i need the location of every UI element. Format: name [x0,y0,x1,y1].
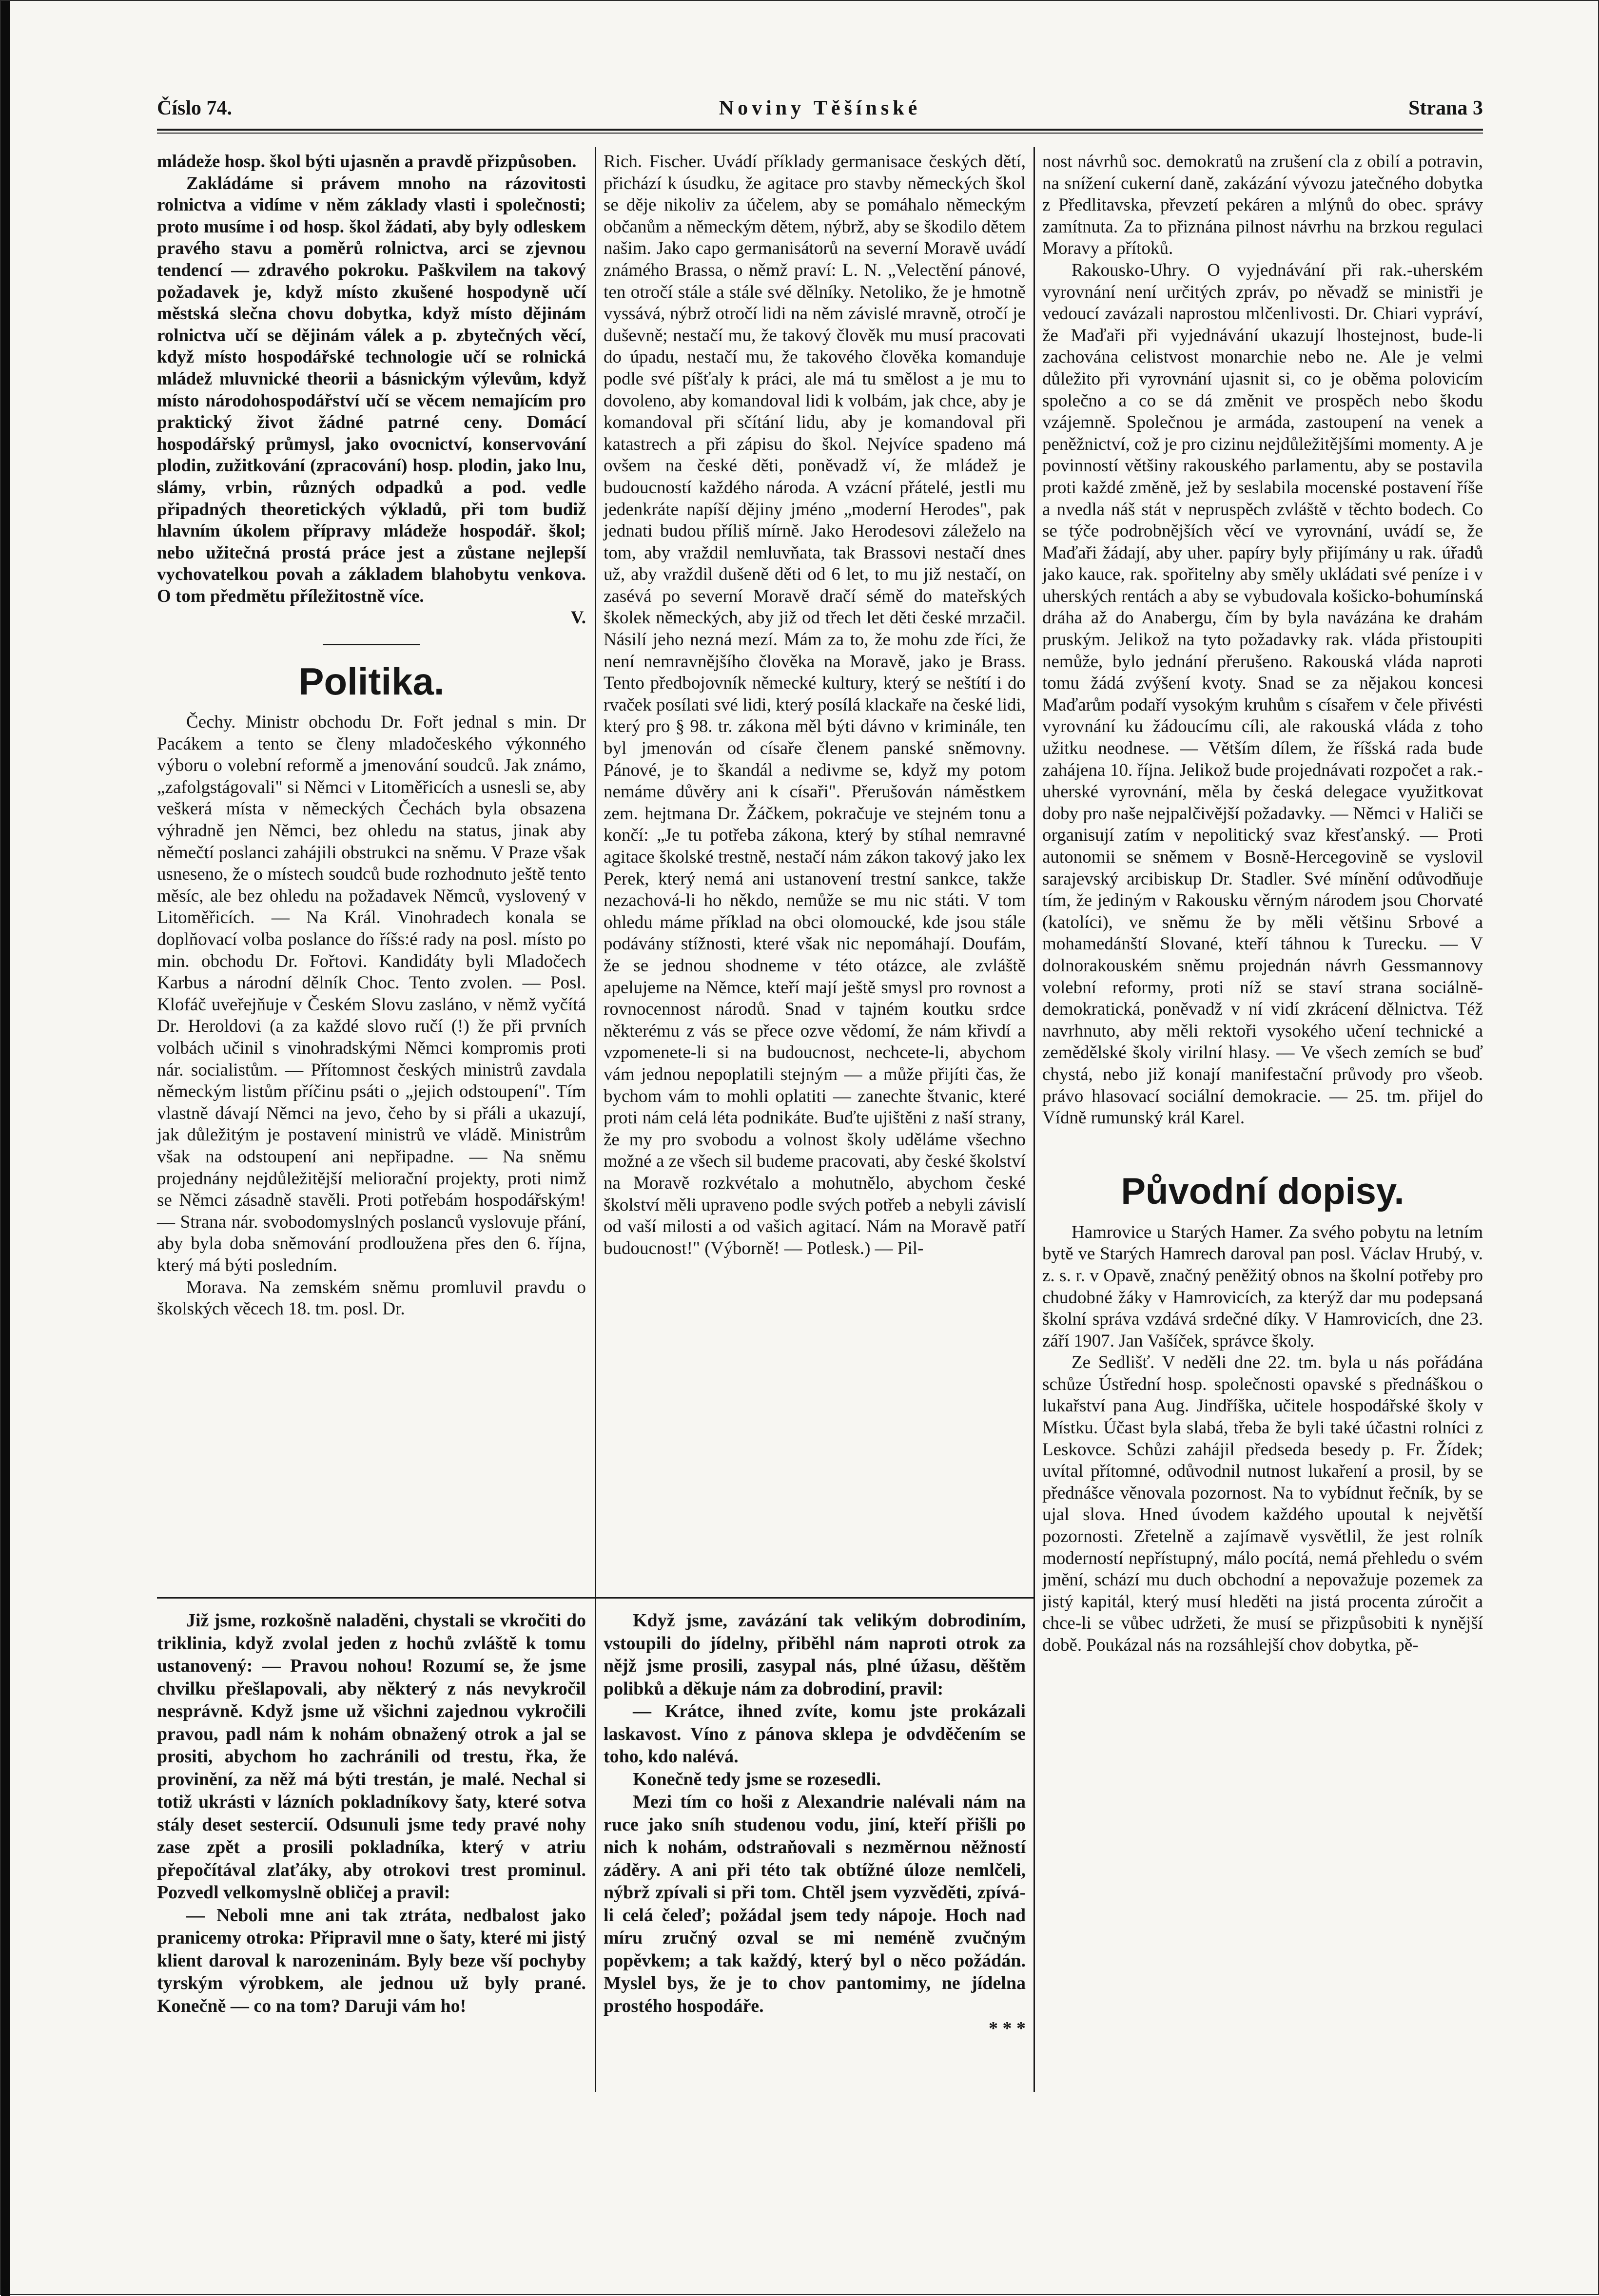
scan-edge [1,1,10,2296]
feuilleton-column-1 [157,1609,586,2017]
feuilleton-text: Konečně tedy jsme se rozesedli. [633,1769,881,1790]
column-3 [1042,151,1483,1657]
article-signature: V. [570,608,586,628]
page-number: Strana 3 [1408,97,1483,119]
section-title-puvodni-dopisy: Původní dopisy. [1121,1170,1404,1212]
feuilleton-text: — Neboli mne ani tak ztráta, nedbalost jako pranicemy otroka: Připravil mne o šaty, které mi jistý klient daroval k narozeninám. Byly beze vší pochyby tyrským výrobkem, ale jednou už byly prané. Konečně — co na tom? Daruji vám ho! [157,1905,586,2016]
article-text: Rakousko-Uhry. O vyjednávání při rak.-uherském vyrovnání není určitých zpráv, po něvadž se ministři je vedoucí zavázali naprostou mlčenlivosti. Dr. Chiari vypráví, že Maďaři při vyjednávání ukazují lhostejnost, bude-li zachována celistvost monarchie nebo ne. Ale je velmi důležito při vyrovnání ujasnit si, co je oběma polovicím společno a co se dá změnit ve prospěch nebo škodu vzájemně. Společnou je armáda, zastoupení na venek a peněžnictví, což je pro cizinu nejdůležitějšími momenty. A je povinností většiny rakouského parlamentu, aby se postavila proti každé změně, jež by seslabila mocenské postavení říše a nvedla náš stát v nepruspěch zvláště v těchto bodech. Co se týče podrobnějších věcí ve vyrovnání, uvádí se, že Maďaři žádají, aby uher. papíry byly přijímány u rak. úřadů jako kauce, rak. spořitelny aby směly ukládati své peníze i v uherských rentách a aby se vybudovala košicko-bohumínská dráha až do Anabergu, čím by byla navázána ke drahám pruským. Jelikož na tyto požadavky rak. vláda přistoupiti nemůže, bylo jednání přerušeno. Rakouská vláda naproti tomu žádá zvýšení kvoty. Snad se za nějakou koncesi Maďarům podaří vysokým kruhům s císařem v čele přivésti vyrovnání ku žádoucímu cíli, ale rakouská vláda z toho užitku neodnese. — Větším dílem, že říšská rada bude zahájena 10. října. Jelikož bude projednávati rozpočet a rak.-uherské vyrovnání, měla by česká delegace využitkovat doby pro naše nejpalčivější požadavky. — Němci v Haliči se organisují zatím v nepolitický svaz křesťanský. — Proti autonomii se sněmem v Bosně-Hercegovině se vyslovil sarajevský arcibiskup Dr. Stadler. Své mínění odůvodňuje tím, že jediným v Rakousku věrným národem jsou Chorvaté (katolíci), ve sněmu že by měli většinu Srbové a mohamedánští Slované, kteří táhnou k Turecku. — V dolnorakouském sněmu projednán návrh Gessmannovy volební reformy, proti níž se staví strana sociálně-demokratická, poněvadž v ní vidí zkrácení dělnictva. Též navrhnuto, aby měli rektoři vysokého učení technické a zemědělské školy virilní hlasy. — Ve všech zemích se buď chystá, nebo již konají manifestační průvody pro všeob. právo hlasovací sociální demokracie. — 25. tm. přijel do Vídně rumunský král Karel. [1042,260,1483,1128]
article-text: Ze Sedlišť. V neděli dne 22. tm. byla u nás pořádána schůze Ústřední hosp. společnosti opavské s přednáškou o lukařství pana Aug. Jindříška, učitele hospodářské školy v Místku. Účast byla slabá, třeba že byli také účastni rolníci z Leskovce. Schůzi zahájil předseda besedy p. Fr. Žídek; uvítal přítomné, odůvodnil nutnost lukaření a prosil, by se přednášce věnovala pozornost. Na to vybídnut řečník, by se ujal slova. Hned úvodem každého upoutal k největší pozornosti. Zřetelně a zajímavě vysvětlil, že jest rolník moderností nepřístupný, málo pocítá, nemá přehledu o svém jmění, schází mu duch obchodní a nepovažuje pozemek za jistý kapitál, který musí hleděti na jistá procenta zúročit a chce-li se vůbec udržeti, že musí se přizpůsobiti k nynější době. Poukázal nás na rozsáhlejší chov dobytka, pě- [1042,1352,1483,1655]
article-text: Morava. Na zemském sněmu promluvil pravdu o školských věcech 18. tm. posl. Dr. [157,1277,586,1319]
article-text: Zakládáme si právem mnoho na rázovitosti rolnictva a vidíme v něm základy vlasti i společnosti; proto musíme i od hosp. škol žádati, aby byly odleskem pravého stavu a poměrů rolnictva, arci se zjevnou tendencí — zdravého pokroku. Paškvilem na takový požadavek je, když místo zkušené hospodyně učí městská slečna chovu dobytka, když místo dějinám rolnictva učí se dějinám válek a p. zbytečných věcí, když místo hospodářské technologie učí se rolnická mládež mluvnické theorii a básnickým výlevům, když místo národohospodářství učí se věcem nemajícím pro praktický život žádné patrné ceny. Domácí hospodářský průmysl, jako ovocnictví, konservování plodin, zužitkování (zpracování) hosp. plodin, jako lnu, slámy, vrbin, různých odpadků a pod. vedle připadných theoretických výkladů, při tom budiž hlavním úkolem přípravy mládeže hospodář. škol; nebo užitečná prostá práce jest a zůstane nejlepší vychovatelkou povah a základem blahobytu venkova. O tom předmětu příležitostně více. [157,173,586,606]
feuilleton-text: — Krátce, ihned zvíte, komu jste prokázali laskavost. Víno z pánova sklepa je odvděčením se toho, kdo nalévá. [604,1701,1026,1767]
header-rule [157,129,1483,134]
feuilleton-rule [157,1597,1034,1599]
newspaper-title: Noviny Těšínské [719,97,921,119]
article-separator [323,644,420,645]
section-title-politika: Politika. [298,660,445,703]
feuilleton-text: Mezi tím co hoši z Alexandrie nalévali nám na ruce jako sníh studenou vodu, jiní, kteří přišli po nich k nohám, odstraňovali s nezměrnou něžností záděry. A ani při této tak obtížné úloze nemlčeli, nýbrž zpívali si při tom. Chtěl jsem vyzvěděti, zpívá-li celá čeleď; požádal jsem tedy nápoje. Hoch nad míru zručný ozval se mi neméně zvučným popěvkem; a tak každý, který byl o něco požádán. Myslel bys, že je to chov pantomimy, ne jídelna prostého hospodáře. [604,1792,1026,2016]
issue-number: Číslo 74. [157,97,233,119]
column-divider-2 [1034,147,1035,2092]
page-header [157,96,1483,126]
article-text: Rich. Fischer. Uvádí příklady germanisace českých dětí, přichází k úsudku, že agitace pro stavby německých škol se děje nikoliv za účelem, aby se pomáhalo německým občanům a německým dětem, nýbrž, aby se škodilo dětem našim. Jako capo germanisátorů na severní Moravě uvádí známého Brassa, o němž praví: L. N. „Velectění pánové, ten otročí stále a stále své dělníky. Netoliko, že je hmotně vyssává, nýbrž otročí lidi na něm závislé mravně, otročí je duševně; nestačí mu, že takový člověk mu musí pracovati do úpadu, nestačí mu, že takového člověka komanduje podle své píšťaly k práci, ale má tu smělost a je mu to dovoleno, aby komandoval lidi k volbám, jak chce, aby je komandoval při sčítání lidu, aby je komandoval při katastrech a při zápisu do škol. Nejvíce spadeno má ovšem na české děti, poněvadž ví, že mládež je budoucností každého národa. A vzácní přátelé, jestli mu jedenkráte napíší dějiny jméno „moderní Herodes", pak jednati budou příliš mírně. Jako Herodesovi záleželo na tom, aby vraždil nemluvňata, tak Brassovi nestačí dnes už, aby vraždil dušeně děti od 6 let, to mu již nestačí, on zasévá po severní Moravě dračí sémě do mateřských školek německých, aby již od třech let děti české mrzačil. Násilí jeho nezná mezí. Mám za to, že mohu zde říci, že není nemravnějšího člověka na Moravě, jako je Brass. Tento předbojovník německé kultury, který se neštítí i do rvaček posílati své lidi, který posílá klackaře na české lidi, který pro § 98. tr. zákona měl býti dávno v kriminále, ten byl jmenován od císaře členem panské sněmovny. Pánové, je to škandál a nedivme se, když my potom nemáme důvěry ani k císaři". Přerušován náměstkem zem. hejtmana Dr. Žáčkem, pokračuje ve stejném tonu a končí: „Je tu potřeba zákona, který by stíhal nemravné agitace školské trestně, nestačí nám zákon takový jako lex Perek, který nemá ani ustanovení trestní sankce, takže nezachová-li ho někdo, nemůže se mu nic státi. V tom ohledu máme příklad na obci olomoucké, kde jsou stále podávány stížnosti, které však nic nepomáhají. Doufám, že se jednou shodneme v této otázce, ale zvláště apelujeme na Němce, kteří mají ještě smysl pro rovnost a rovnocennost národů. Snad v tajném koutku srdce některému z vás se přece ozve vědomí, že nám křivdí a vzpomenete-li si na budoucnost, nechcete-li, abychom vám jednou nepoplatili stejným — a může přijíti čas, že bychom vám to mohli oplatiti — zanechte štvanic, které proti nám celá léta podnikáte. Buďte ujištěni z naší strany, že my pro svobodu a volnost školy uděláme všechno možné a ze všech sil budeme pracovati, aby české školství na Moravě rozkvétalo a mohutnělo, abychom české školství měli upraveno podle svých potřeb a nebyli závislí od vaší milosti a od vašich agitací. Nám na Moravě patří budoucnost!" (Výborně! — Potlesk.) — Pil- [604,152,1026,1258]
article-text: mládeže hosp. škol býti ujasněn a pravdě přizpůsoben. [157,152,577,172]
column-divider-1 [595,147,596,2092]
feuilleton-text: Když jsme, zavázání tak velikým dobrodiním, vstoupili do jídelny, přiběhl nám naproti otrok za nějž jsme prosili, zasypal nás, plné úžasu, děštěm polibků a děkuje nám za dobrodiní, pravil: [604,1610,1026,1699]
column-2 [604,151,1026,1259]
column-1 [157,151,586,1320]
section-stars: * * * [989,2018,1026,2039]
article-text: Hamrovice u Starých Hamer. Za svého pobytu na letním bytě ve Starých Hamrech daroval pan posl. Václav Hrubý, v. z. s. r. v Opavě, značný peněžitý obnos na školní potřeby pro chudobné žáky v Hamrovicích, za kterýž dar mu podepsaná školní správa vzdává srdečné díky. V Hamrovicích, dne 23. září 1907. Jan Vašíček, správce školy. [1042,1222,1483,1351]
article-text: Čechy. Ministr obchodu Dr. Fořt jednal s min. Dr Pacákem a tento se členy mladočeského výkonného výboru o volební reformě a jmenování soudců. Jak známo, „zafolgstágovali" si Němci v Litoměřicích a usnesli se, aby veškerá místa v německých Čechách byla obsazena výhradně jen Němci, bez ohledu na status, jinak aby němečtí poslanci zahájili obstrukci na sněmu. V Praze však usneseno, že o místech soudců bude rozhodnuto ještě tento měsíc, ale bez ohledu na požadavek Němců, vyslovený v Litoměřicích. — Na Král. Vinohradech konala se doplňovací volba poslance do říšs:é rady na posl. místo po min. obchodu Dr. Fořtovi. Kandidáty byli Mladočech Karbus a národní dělník Choc. Tento zvolen. — Posl. Klofáč uveřejňuje v Českém Slovu zasláno, v němž vyčítá Dr. Heroldovi (a za každé slovo ručí (!) že při prvních volbách učinil s vinohradskými Němci kompromis proti nár. socialistům. — Přítomnost českých ministrů zavdala německým listům příčinu psáti o „jejich odstoupení". Tím vlastně dávají Němci na jevo, čeho by si přáli a ukazují, jak důležitým je postavení ministrů ve vládě. Ministrům však na odstoupení ani nepřipadne. — Na sněmu projednány nejdůležitější meliorační projekty, proti nimž se Němci zásadně stavěli. Proti potřebám hospodářským! — Strana nár. svobodomyslných poslanců vyslovuje přání, aby byla doba sněmování prodloužena přes den 6. října, který má býti posledním. [157,712,586,1275]
article-text: nost návrhů soc. demokratů na zrušení cla z obilí a potravin, na snížení cukerní daně, zakázání vývozu jatečného dobytka z Předlitavska, převzetí pekáren a mlýnů do obec. správy zamítnuta. Za to přiznána pilnost návrhu na brzkou regulaci Moravy a přítoků. [1042,152,1483,259]
feuilleton-text: Již jsme, rozkošně naladěni, chystali se vkročiti do triklinia, když zvolal jeden z hochů zvláště k tomu ustanovený: — Pravou nohou! Rozumí se, že jsme chvilku přešlapovali, aby některý z nás nevykročil nesprávně. Když jsme už všichni zajednou vykročili pravou, padl nám k nohám obnažený otrok a jal se prositi, abychom ho zachránili od trestu, řka, že provinění, za něž má býti trestán, je malé. Nechal si totiž ukrásti v lázních pokladníkovy šaty, které sotva stály deset sestercií. Odsunuli jsme tedy pravé nohy zase zpět a prosili pokladníka, který v atriu přepočítával zlaťáky, aby otrokovi trest prominul. Pozvedl velkomyslně obličej a pravil: [157,1610,586,1903]
feuilleton-column-2 [604,1609,1026,2040]
